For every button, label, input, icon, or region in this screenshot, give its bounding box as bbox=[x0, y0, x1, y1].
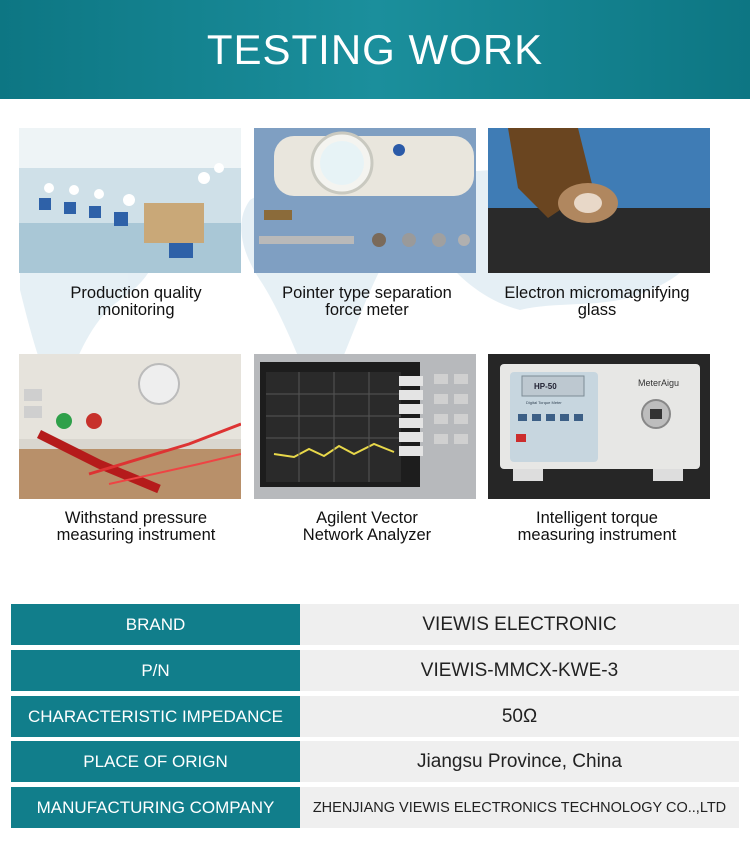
caption-network-analyzer: Agilent Vector Network Analyzer bbox=[302, 509, 432, 544]
caption-hipot: Withstand pressure measuring instrument bbox=[56, 509, 216, 544]
magnifier-photo bbox=[488, 128, 710, 273]
network-analyzer-photo bbox=[254, 354, 476, 499]
spec-value: Jiangsu Province, China bbox=[300, 741, 739, 782]
spec-value: ZHENJIANG VIEWIS ELECTRONICS TECHNOLOGY CO..,LTD bbox=[300, 787, 739, 828]
torque-meter-photo bbox=[488, 354, 710, 499]
force-gauge-photo bbox=[254, 128, 476, 273]
header-banner bbox=[0, 0, 750, 99]
hipot-tester-photo bbox=[19, 354, 241, 499]
caption-torque: Intelligent torque measuring instrument bbox=[517, 509, 677, 544]
spec-row-company bbox=[11, 787, 739, 828]
spec-row-impedance bbox=[11, 696, 739, 737]
spec-label: P/N bbox=[11, 650, 300, 691]
torque-brand-text: MeterAigu bbox=[638, 378, 680, 388]
spec-value: VIEWIS-MMCX-KWE-3 bbox=[300, 650, 739, 691]
spec-value: 50Ω bbox=[300, 696, 739, 737]
spec-label: PLACE OF ORIGN bbox=[11, 741, 300, 782]
caption-magnifier: Electron micromagnifying glass bbox=[504, 284, 690, 319]
spec-row-brand bbox=[11, 604, 739, 645]
page-title: TESTING WORK bbox=[206, 25, 544, 73]
spec-row-pn bbox=[11, 650, 739, 691]
spec-label: CHARACTERISTIC IMPEDANCE bbox=[11, 696, 300, 737]
torque-model-text: HP-50 bbox=[534, 382, 557, 391]
spec-label: MANUFACTURING COMPANY bbox=[11, 787, 300, 828]
spec-label: BRAND bbox=[11, 604, 300, 645]
caption-force-meter: Pointer type separation force meter bbox=[282, 284, 452, 319]
caption-production: Production quality monitoring bbox=[70, 284, 202, 319]
spec-row-origin bbox=[11, 741, 739, 782]
spec-value: VIEWIS ELECTRONIC bbox=[300, 604, 739, 645]
production-photo bbox=[19, 128, 241, 273]
torque-sub-text: Digital Torque Meter bbox=[526, 400, 562, 405]
